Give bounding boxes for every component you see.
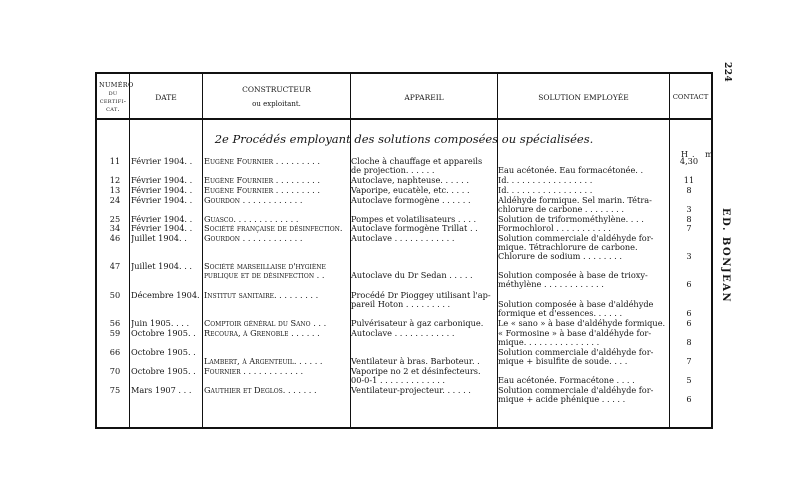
table-row: [97, 157, 711, 176]
table-row: [97, 234, 711, 262]
cell-appareil: Ventilateur à bras. Barboteur. .: [351, 355, 480, 366]
cell-contact: 6: [686, 393, 692, 404]
cell-numero: 59: [109, 328, 121, 338]
header-solution-label: SOLUTION EMPLOYÉE: [538, 92, 629, 102]
cell-numero: 34: [109, 224, 121, 234]
cell-constructeur: Eugène Fournier . . . . . . . . .: [204, 157, 320, 166]
cell-date: Février 1904. .: [131, 157, 193, 166]
table-body: [97, 157, 711, 405]
cell-solution: Solution commerciale d'aldéhyde for- mique + bisulfite de soude. . . .: [498, 347, 654, 366]
section-title: 2e Procédés employant des solutions composées ou spécialisées.: [214, 132, 594, 146]
cell-solution: Solution commerciale d'aldéhyde for- mique + acide phénique . . . . .: [498, 385, 654, 404]
cell-numero: 46: [109, 234, 121, 244]
cell-constructeur: Gourdon . . . . . . . . . . . .: [204, 195, 303, 205]
cell-solution: Id. . . . . . . . . . . . . . . . .: [498, 185, 593, 195]
cell-contact: 6: [686, 318, 692, 328]
cell-solution: « Formosine » à base d'aldéhyde for- mique. . . . . . . . . . . . . . .: [498, 328, 652, 347]
header-appareil-label: APPAREIL: [404, 92, 444, 102]
cell-constructeur: Recoura, à Grenoble . . . . . .: [204, 328, 320, 338]
header-appareil: [351, 74, 497, 120]
cell-numero: 50: [109, 290, 121, 300]
cell-date: Mars 1907 . . .: [131, 385, 192, 395]
header-constructeur-sub: ou exploitant.: [252, 100, 301, 108]
cell-date: Octobre 1905. .: [131, 328, 196, 338]
cell-date: Octobre 1905. .: [131, 347, 196, 357]
cell-constructeur: Institut sanitaire. . . . . . . . .: [204, 290, 319, 300]
cell-contact: 8: [686, 336, 692, 347]
cell-contact: 6: [686, 279, 692, 290]
cell-constructeur: Fournier . . . . . . . . . . . .: [204, 366, 304, 376]
cell-numero: 56: [109, 318, 121, 328]
header-contact: [670, 74, 711, 120]
cell-solution: Formochlorol . . . . . . . . . . .: [498, 224, 611, 234]
cell-constructeur: Comptoir général du Sano . . .: [204, 318, 327, 328]
header-numero: [97, 74, 134, 120]
cell-constructeur: Gauthier et Deglos. . . . . . .: [204, 385, 317, 395]
cell-constructeur: Guasco. . . . . . . . . . . . .: [204, 214, 299, 224]
cell-solution: Solution composée à base d'aldéhyde formique et d'essences. . . . . .: [498, 298, 654, 318]
cell-date: Décembre 1904.: [131, 290, 200, 300]
header-date-label: DATE: [155, 92, 177, 102]
cell-contact: 3: [686, 251, 692, 262]
page-number: 224: [722, 62, 732, 83]
cell-appareil: Autoclave . . . . . . . . . . . .: [351, 328, 455, 338]
cell-appareil: Pulvérisateur à gaz carbonique.: [351, 318, 484, 328]
header-contact-label: CONTACT: [672, 92, 709, 101]
contact-units: H. m: [681, 150, 717, 159]
cell-solution: Aldéhyde formique. Sel marin. Tétra- chlorure de carbone . . . . . . . .: [498, 195, 652, 214]
cell-date: Juin 1905. . . .: [131, 318, 190, 328]
header-numero-label: NUMÉRO du certifi- cat.: [99, 81, 134, 113]
cell-numero: 13: [109, 185, 121, 195]
table-row: [97, 329, 711, 348]
cell-numero: 47: [109, 262, 121, 272]
cell-solution: Eau acétonée. Formacétone . . . .: [498, 374, 635, 385]
table-row: [97, 367, 711, 386]
table-row: [97, 262, 711, 290]
cell-appareil: Vaporipe, eucatèle, etc. . . . .: [351, 185, 470, 195]
cell-date: Février 1904. .: [131, 214, 193, 224]
table-row: [97, 224, 711, 234]
cell-appareil: Ventilateur-projecteur. . . . . .: [351, 385, 471, 395]
cell-numero: 25: [109, 214, 121, 224]
cell-date: Février 1904. .: [131, 176, 193, 185]
header-solution: [498, 74, 669, 120]
cell-constructeur: Société marseillaise d'hygiène publique et de désinfection . .: [204, 262, 326, 281]
cell-date: Février 1904. .: [131, 224, 193, 234]
cell-contact: 8: [686, 185, 692, 195]
cell-constructeur: Lambert, à Argenteuil. . . . . .: [204, 355, 323, 366]
cell-contact: 4,30: [679, 157, 699, 166]
header-date: [130, 74, 202, 120]
cell-numero: 11: [109, 157, 121, 166]
cell-date: Juillet 1904. .: [131, 234, 187, 244]
cell-contact: 6: [686, 307, 692, 318]
table-row: [97, 348, 711, 367]
header-constructeur-label: CONSTRUCTEUR: [242, 85, 311, 94]
table-row: [97, 186, 711, 196]
cell-solution: Le « sano » à base d'aldéhyde formique.: [498, 318, 666, 328]
cell-solution: Id. . . . . . . . . . . . . . . . .: [498, 176, 593, 185]
cell-numero: 66: [109, 347, 121, 357]
table-row: [97, 176, 711, 186]
cell-solution: Solution commerciale d'aldéhyde for- mique. Tétrachlorure de carbone. Chlorure de sodium . . . . . . . .: [498, 234, 654, 262]
cell-date: Février 1904. .: [131, 195, 193, 205]
cell-contact: 3: [686, 203, 692, 214]
cell-solution: Eau acétonée. Eau formacétonée. .: [498, 165, 644, 175]
cell-date: Février 1904. .: [131, 185, 193, 195]
cell-appareil: Cloche à chauffage et appareils de projection. . . . . .: [351, 157, 483, 175]
cell-date: Octobre 1905. .: [131, 366, 196, 376]
table-row: [97, 196, 711, 215]
cell-contact: 7: [686, 224, 692, 234]
cell-numero: 70: [109, 366, 121, 376]
cell-constructeur: Eugène Fournier . . . . . . . . .: [204, 185, 320, 195]
header-constructeur: [203, 74, 350, 120]
cell-appareil: Vaporipe no 2 et désinfecteurs. 00-0-1 . . . . . . . . . . . . .: [351, 366, 481, 385]
cell-numero: 75: [109, 385, 121, 395]
cell-appareil: Autoclave . . . . . . . . . . . .: [351, 234, 455, 244]
cell-numero: 12: [109, 176, 121, 185]
cell-constructeur: Société française de désinfection.: [204, 224, 343, 234]
cell-appareil: Procédé Dr Pioggey utilisant l'ap- pareil Hoton . . . . . . . . .: [351, 290, 491, 309]
cell-appareil: Autoclave, naphteuse. . . . . .: [351, 176, 469, 185]
running-title: ED. BONJEAN: [720, 208, 731, 304]
cell-appareil: Autoclave du Dr Sedan . . . . .: [351, 270, 473, 281]
cell-solution: Solution de triformométhylène. . . .: [498, 214, 644, 224]
table-row: [97, 386, 711, 405]
cell-contact: 7: [686, 355, 692, 366]
cell-numero: 24: [109, 195, 121, 205]
cell-solution: Solution composée à base de trioxy- méthylène . . . . . . . . . . . .: [498, 270, 648, 290]
table-row: [97, 215, 711, 225]
cell-contact: 11: [683, 176, 695, 185]
cell-constructeur: Gourdon . . . . . . . . . . . .: [204, 234, 303, 244]
cell-appareil: Autoclave formogène . . . . . .: [351, 195, 471, 205]
cell-contact: 5: [686, 374, 692, 385]
cell-contact: 8: [686, 214, 692, 224]
table-row: [97, 291, 711, 319]
cell-appareil: Autoclave formogène Trillat . .: [351, 224, 478, 234]
cell-date: Juillet 1904. . .: [131, 262, 192, 272]
table-row: [97, 319, 711, 329]
cell-appareil: Pompes et volatilisateurs . . . .: [351, 214, 477, 224]
cell-constructeur: Eugène Fournier . . . . . . . . .: [204, 176, 320, 185]
